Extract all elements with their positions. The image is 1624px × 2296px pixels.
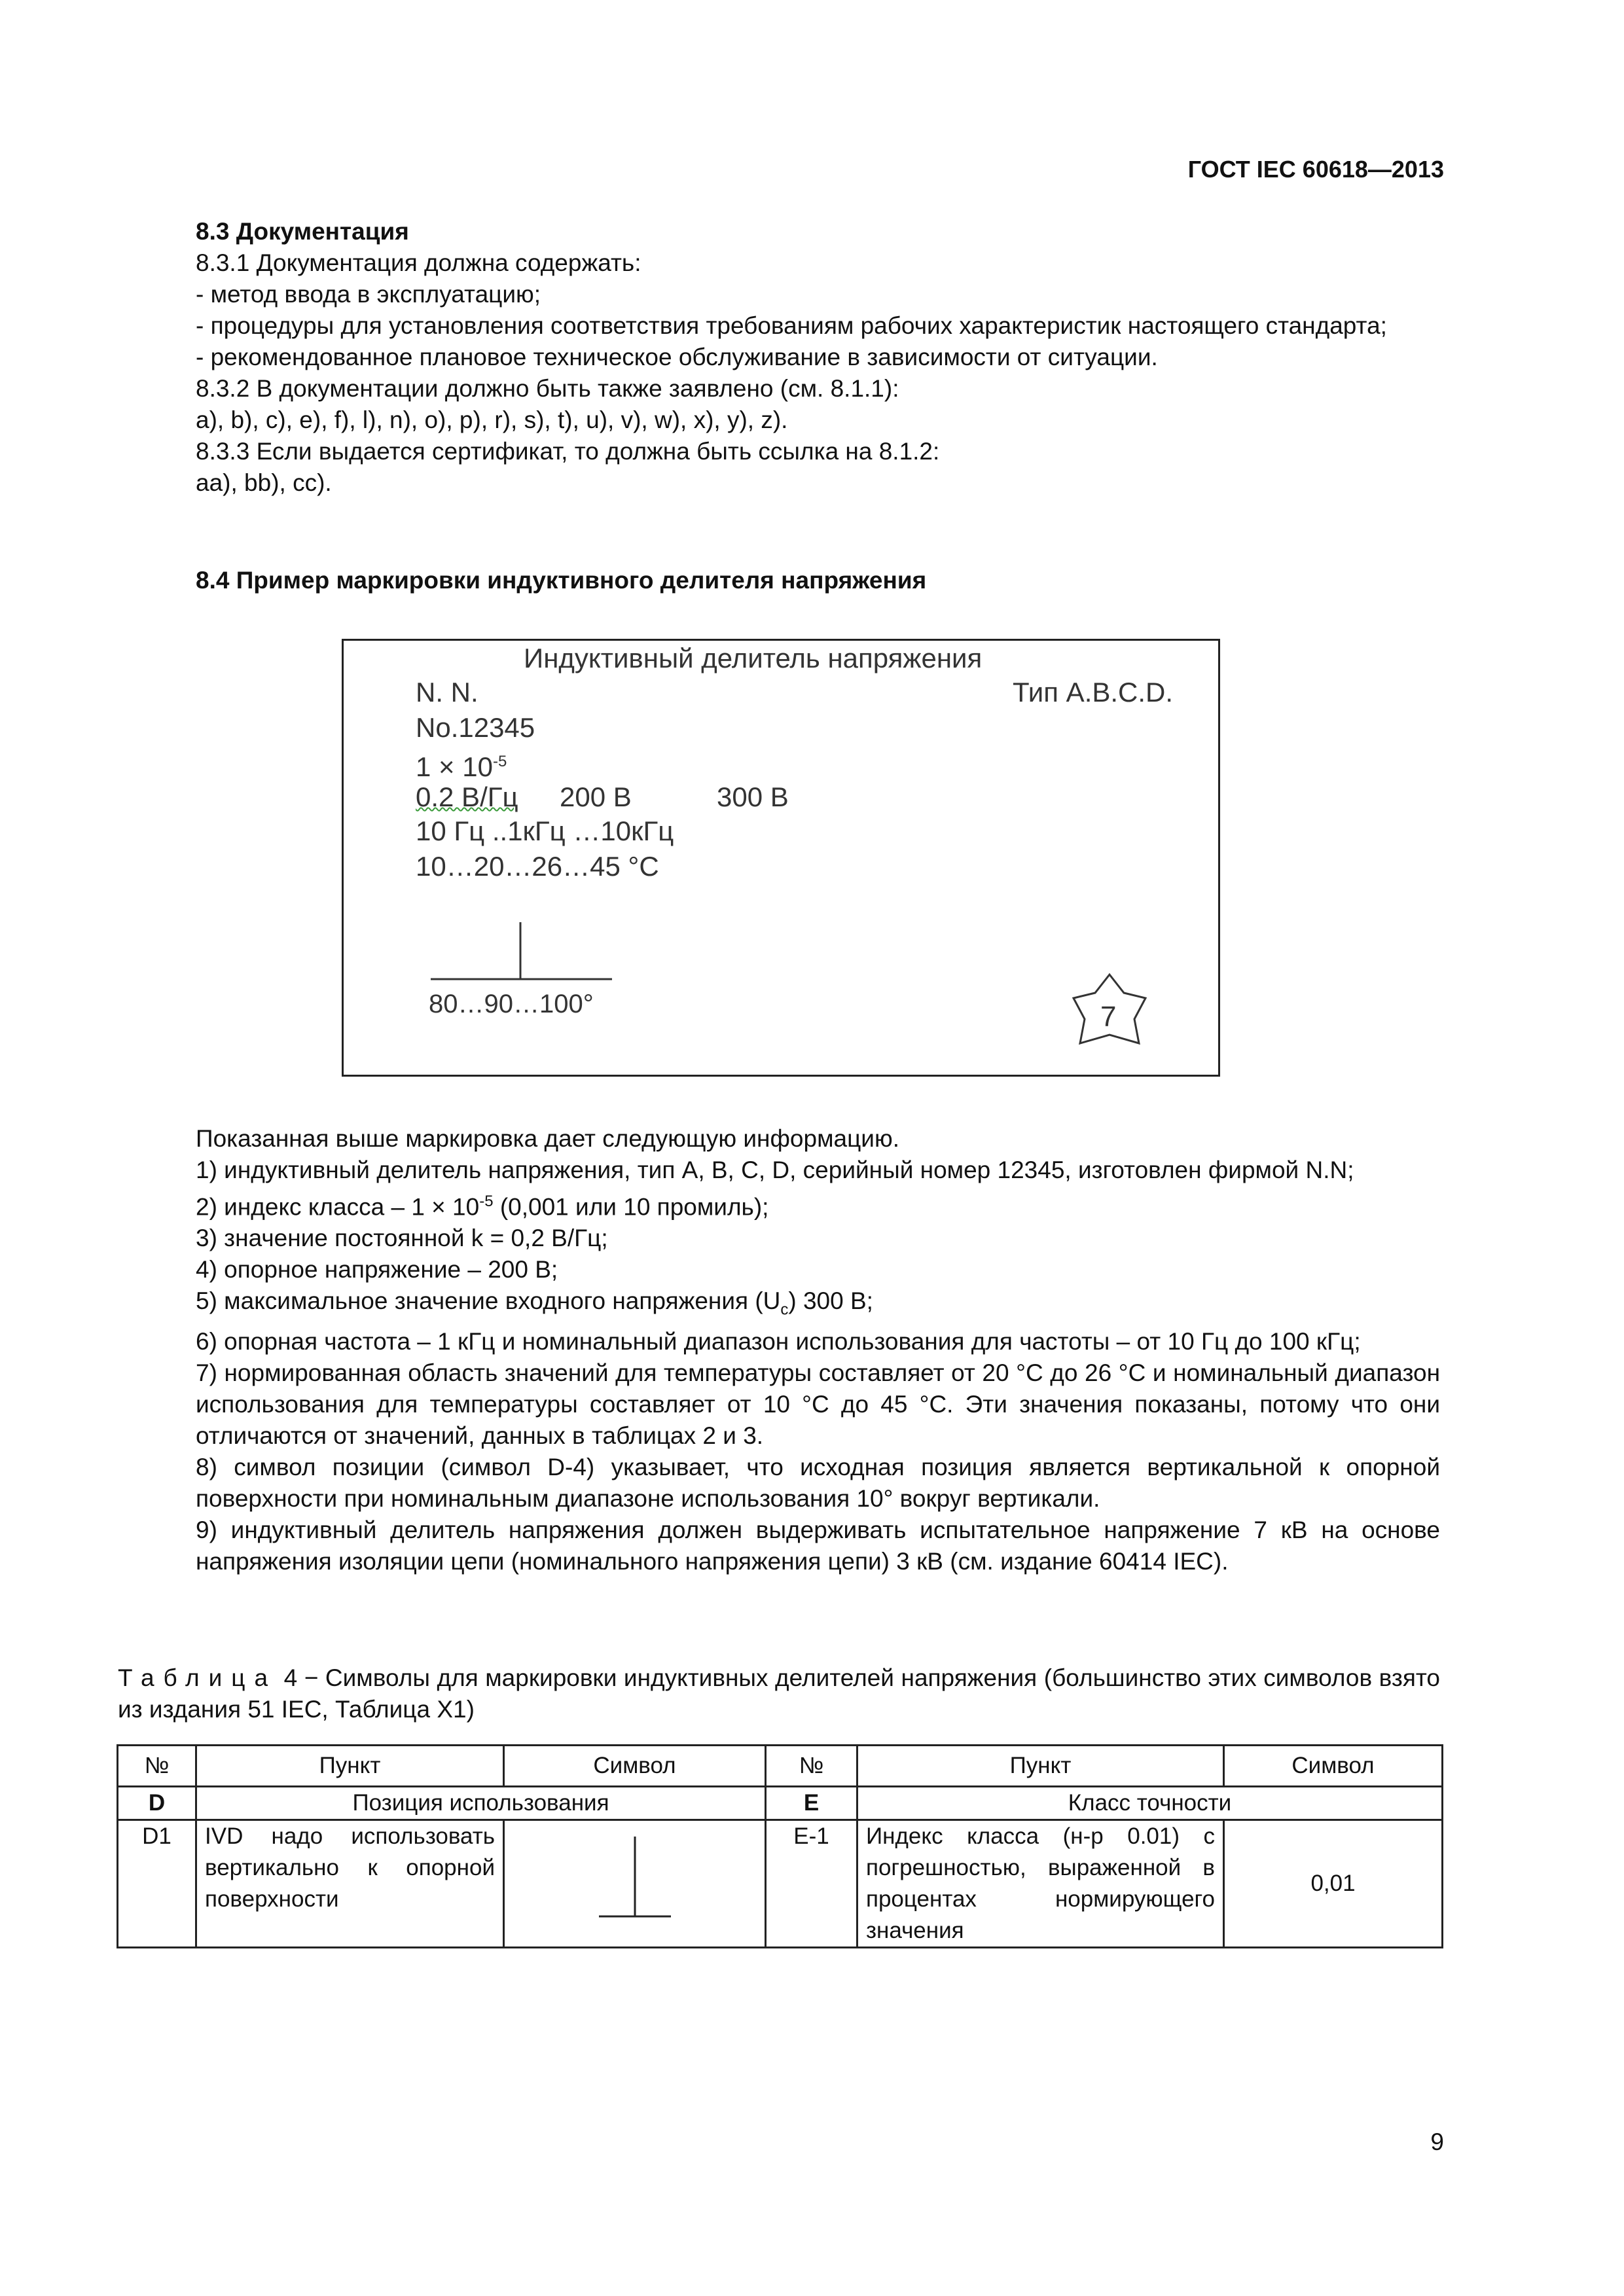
vertical-position-symbol-icon — [504, 1820, 766, 1948]
table-row — [118, 1820, 1443, 1948]
group-name-position: Позиция использования — [196, 1787, 766, 1820]
marking-explanation — [118, 1123, 1440, 1577]
plate-max-voltage: 300 В — [717, 781, 789, 812]
group-code-d: D — [118, 1787, 196, 1820]
list-item: 7) нормированная область значений для температуры составляет от 20 °С до 26 °С и номинальный диапазон использования для температуры составляет от 10 °С до 45 °С. Эти значения показаны, потому что они отличаются от значений, данных в таблицах 2 и 3. — [196, 1359, 1440, 1449]
section-8-4-title: 8.4 Пример маркировки индуктивного делителя напряжения — [196, 567, 927, 594]
column-header: Пункт — [857, 1746, 1224, 1787]
list-8-3-2: a), b), c), e), f), l), n), o), p), r), s), t), u), v), w), x), y), z). — [196, 406, 788, 433]
plate-angle-range: 80…90…100° — [429, 990, 594, 1018]
row-number-left: D1 — [118, 1820, 196, 1948]
para-8-3-3: 8.3.3 Если выдается сертификат, то должна быть ссылка на 8.1.2: — [196, 438, 940, 465]
list-item: 9) индуктивный делитель напряжения должен выдерживать испытательное напряжение 7 кВ на основе напряжения изоляции цепи (номинального напряжения цепи) 3 кВ (см. издание 60414 IEC). — [196, 1516, 1440, 1575]
column-header: Символ — [1224, 1746, 1443, 1787]
column-header: № — [118, 1746, 196, 1787]
star-number: 7 — [1100, 1001, 1117, 1033]
group-name-accuracy: Класс точности — [857, 1787, 1443, 1820]
row-item-right: Индекс класса (н-р 0.01) с погрешностью, выраженной в процентах нормирующего значения — [857, 1820, 1224, 1948]
column-header: Пункт — [196, 1746, 504, 1787]
list-item: - процедуры для установления соответствия требованиям рабочих характеристик настоящего стандарта; — [196, 312, 1387, 339]
plate-type: Тип A.B.C.D. — [1013, 677, 1174, 708]
plate-ref-voltage: 200 В — [560, 781, 632, 812]
list-item: 3) значение постоянной k = 0,2 В/Гц; — [196, 1225, 608, 1252]
group-code-e: E — [766, 1787, 857, 1820]
para-8-3-1: 8.3.1 Документация должна содержать: — [196, 249, 641, 276]
marking-plate — [342, 639, 1220, 1077]
list-8-3-3: aa), bb), cc). — [196, 469, 332, 496]
list-item: - метод ввода в эксплуатацию; — [196, 281, 541, 308]
document-id: ГОСТ IEC 60618—2013 — [1187, 156, 1444, 183]
table-header-row — [118, 1746, 1443, 1787]
list-item: 2) индекс класса – $1 \times 10^{-5}$ (0,001 или 10 промиль); — [196, 1193, 769, 1221]
plate-serial: No.12345 — [416, 712, 535, 743]
list-item: 1) индуктивный делитель напряжения, тип А, В, С, D, серийный номер 12345, изготовлен фирмой N.N; — [196, 1157, 1354, 1183]
row-number-right: E-1 — [766, 1820, 857, 1948]
list-item: 8) символ позиции (символ D-4) указывает, что исходная позиция является вертикальной к опорной поверхности при номинальным диапазоне использования 10° вокруг вертикали. — [196, 1453, 1440, 1512]
section-8-3-title: 8.3 Документация — [196, 218, 409, 245]
column-header: № — [766, 1746, 857, 1787]
section-8-3 — [118, 216, 1440, 499]
plate-temperature: 10…20…26…45 °C — [416, 851, 659, 882]
table-group-row — [118, 1787, 1443, 1820]
plate-constant: 0.2 В/Гц — [416, 781, 518, 812]
plate-class-index: $1 \times 10^{-5}$ — [416, 751, 507, 782]
table-caption: Таблица 4 − Символы для маркировки индуктивных делителей напряжения (большинство этих символов взято из издания 51 IEC, Таблица X1) — [118, 1664, 1440, 1723]
plate-maker: N. N. — [416, 677, 478, 708]
para-8-3-2: 8.3.2 В документации должно быть также заявлено (см. 8.1.1): — [196, 375, 899, 402]
row-item-left: IVD надо использовать вертикально к опорной поверхности — [196, 1820, 504, 1948]
plate-title: Индуктивный делитель напряжения — [524, 643, 983, 673]
list-item: - рекомендованное плановое техническое обслуживание в зависимости от ситуации. — [196, 344, 1158, 370]
column-header: Символ — [504, 1746, 766, 1787]
plate-frequency: 10 Гц ..1кГц …10кГц — [416, 816, 674, 846]
intro: Показанная выше маркировка дает следующую информацию. — [196, 1125, 899, 1152]
symbols-table — [117, 1744, 1443, 1948]
page-number: 9 — [1430, 2128, 1444, 2155]
list-item: 4) опорное напряжение – 200 В; — [196, 1256, 558, 1283]
list-item: 5) максимальное значение входного напряжения $(U_c)$ 300 В; — [196, 1287, 873, 1319]
row-symbol-right: 0,01 — [1224, 1820, 1443, 1948]
list-item: 6) опорная частота – 1 кГц и номинальный диапазон использования для частоты – от 10 Гц до 100 кГц; — [196, 1327, 1361, 1355]
